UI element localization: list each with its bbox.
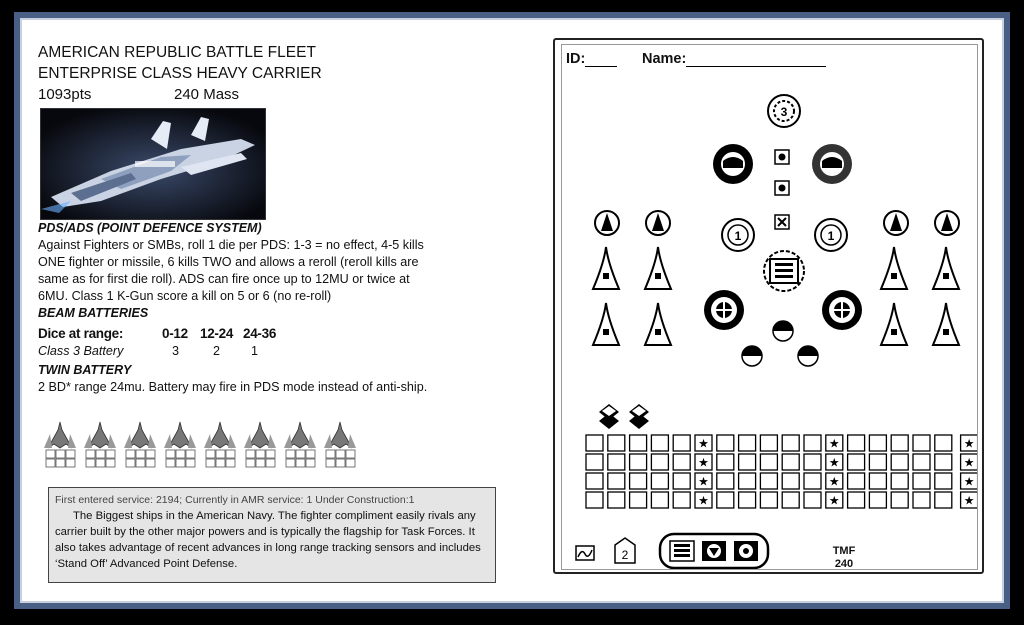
beam-battery-icon[interactable] <box>815 219 847 251</box>
damage-box[interactable] <box>869 435 886 451</box>
fighter-damage-box[interactable] <box>216 450 225 458</box>
damage-box[interactable] <box>782 454 799 470</box>
fighter-damage-box[interactable] <box>146 450 155 458</box>
fighter-damage-box[interactable] <box>256 450 265 458</box>
thrust-icon <box>615 538 635 563</box>
damage-box[interactable] <box>651 435 668 451</box>
launch-bay-icon[interactable] <box>593 303 619 345</box>
damage-box[interactable] <box>913 435 930 451</box>
damage-box[interactable] <box>935 473 952 489</box>
beam-battery-row <box>38 344 358 362</box>
fighter-group-icon[interactable] <box>84 422 116 467</box>
damage-box[interactable] <box>935 492 952 508</box>
tmf-label: TMF <box>832 545 856 557</box>
damage-box[interactable] <box>869 473 886 489</box>
damage-box[interactable] <box>935 454 952 470</box>
id-label: ID: <box>566 51 586 67</box>
fighter-damage-box[interactable] <box>106 450 115 458</box>
launch-bay-icon[interactable] <box>881 247 907 289</box>
damage-box[interactable] <box>651 473 668 489</box>
twin-heading: TWIN BATTERY <box>38 363 132 377</box>
twin-section <box>38 362 493 396</box>
fighter-damage-box[interactable] <box>286 450 295 458</box>
damage-box[interactable] <box>760 454 777 470</box>
damage-box[interactable] <box>782 435 799 451</box>
fighter-damage-box[interactable] <box>86 459 95 467</box>
turret-icon[interactable] <box>812 144 852 184</box>
fighter-damage-box[interactable] <box>226 450 235 458</box>
damage-box[interactable] <box>608 454 625 470</box>
threshold-star-icon: ★ <box>698 436 709 451</box>
launch-bay-icon[interactable] <box>645 303 671 345</box>
ads-square-icon[interactable] <box>775 215 789 229</box>
fighter-damage-box[interactable] <box>56 450 65 458</box>
damage-box[interactable] <box>848 473 865 489</box>
damage-box[interactable] <box>586 454 603 470</box>
fighter-damage-box[interactable] <box>66 459 75 467</box>
damage-box[interactable] <box>913 473 930 489</box>
damage-box[interactable] <box>586 435 603 451</box>
range-3: 24-36 <box>243 326 277 341</box>
beam-header-row <box>38 326 358 344</box>
damage-box[interactable] <box>935 435 952 451</box>
fighter-damage-box[interactable] <box>46 450 55 458</box>
damage-box[interactable] <box>804 492 821 508</box>
damage-box[interactable] <box>673 435 690 451</box>
fighter-damage-box[interactable] <box>326 459 335 467</box>
launch-bay-icon[interactable] <box>645 247 671 289</box>
fighter-damage-box[interactable] <box>246 459 255 467</box>
damage-box[interactable] <box>608 435 625 451</box>
damage-box[interactable] <box>673 473 690 489</box>
fighter-damage-box[interactable] <box>346 459 355 467</box>
damage-box[interactable] <box>804 435 821 451</box>
fighter-group-icon[interactable] <box>244 422 276 467</box>
fighter-damage-box[interactable] <box>296 459 305 467</box>
fighter-damage-box[interactable] <box>136 450 145 458</box>
range-2: 12-24 <box>200 326 234 341</box>
battery-class: 1 <box>734 229 742 243</box>
sensor-icon[interactable] <box>742 346 762 366</box>
fighter-group-icon[interactable] <box>324 422 356 467</box>
threshold-star-icon: ★ <box>698 455 709 470</box>
bay-count: 3 <box>780 105 788 119</box>
pds-line: same as for first die roll). ADS can fire once up to 12MU or twice at <box>38 272 410 286</box>
damage-box[interactable] <box>717 473 734 489</box>
battery-value-3: 1 <box>251 344 259 358</box>
fighter-damage-box[interactable] <box>66 450 75 458</box>
threshold-star-icon: ★ <box>828 493 840 508</box>
damage-box[interactable] <box>804 454 821 470</box>
fighter-launch-icon[interactable] <box>595 211 619 235</box>
fighter-launch-icon[interactable] <box>646 211 670 235</box>
damage-box[interactable] <box>630 473 647 489</box>
damage-box[interactable] <box>717 454 734 470</box>
fighter-launch-icon[interactable] <box>884 211 908 235</box>
fighter-damage-box[interactable] <box>96 450 105 458</box>
damage-box[interactable] <box>608 492 625 508</box>
beam-table <box>38 326 358 362</box>
service-first-line: First entered service: 2194; Currently in AMR service: 1 Under Construction:1 <box>55 494 415 506</box>
fighter-damage-box[interactable] <box>226 459 235 467</box>
damage-box[interactable] <box>739 454 756 470</box>
fighter-damage-box[interactable] <box>326 450 335 458</box>
fighter-damage-box[interactable] <box>306 450 315 458</box>
ship-stats <box>38 86 268 103</box>
fighter-damage-box[interactable] <box>96 459 105 467</box>
threshold-star-icon: ★ <box>963 436 975 451</box>
threshold-star-icon: ★ <box>828 436 840 451</box>
damage-box[interactable] <box>760 473 777 489</box>
fighter-launch-icon[interactable] <box>935 211 959 235</box>
launch-bay-icon[interactable] <box>593 247 619 289</box>
fleet-title: AMERICAN REPUBLIC BATTLE FLEET <box>38 44 316 61</box>
thrust-value: 2 <box>621 548 629 562</box>
threshold-star-icon: ★ <box>828 474 840 489</box>
fighter-damage-box[interactable] <box>166 459 175 467</box>
damage-box[interactable] <box>673 492 690 508</box>
fighter-damage-box[interactable] <box>206 450 215 458</box>
damage-box[interactable] <box>586 492 603 508</box>
damage-box[interactable] <box>586 473 603 489</box>
battery-class: 1 <box>827 229 835 243</box>
threshold-star-icon: ★ <box>963 474 975 489</box>
damage-box[interactable] <box>760 492 777 508</box>
fighter-damage-box[interactable] <box>186 450 195 458</box>
damage-box[interactable] <box>630 435 647 451</box>
damage-box[interactable] <box>869 492 886 508</box>
damage-box[interactable] <box>739 492 756 508</box>
fighter-group-icon[interactable] <box>44 422 76 467</box>
fighter-group-icon[interactable] <box>124 422 156 467</box>
twin-text: 2 BD* range 24mu. Battery may fire in PDS mode instead of anti-ship. <box>38 380 428 394</box>
launch-bay-icon[interactable] <box>933 247 959 289</box>
fighter-damage-box[interactable] <box>336 450 345 458</box>
fighter-damage-box[interactable] <box>256 459 265 467</box>
fighter-damage-box[interactable] <box>246 450 255 458</box>
pds-heading: PDS/ADS (POINT DEFENCE SYSTEM) <box>38 221 262 235</box>
damage-box[interactable] <box>913 454 930 470</box>
fighter-damage-box[interactable] <box>336 459 345 467</box>
range-1: 0-12 <box>162 326 188 341</box>
threshold-star-icon: ★ <box>963 455 975 470</box>
damage-track-grid <box>586 435 977 508</box>
twin-battery-icon[interactable] <box>704 290 744 330</box>
fighter-damage-box[interactable] <box>176 450 185 458</box>
damage-box[interactable] <box>891 492 908 508</box>
fighter-damage-box[interactable] <box>136 459 145 467</box>
pds-square-icon[interactable] <box>775 150 789 164</box>
fighter-damage-box[interactable] <box>216 459 225 467</box>
tmf-value: 240 <box>834 558 854 570</box>
damage-box[interactable] <box>848 435 865 451</box>
battery-value-1: 3 <box>172 344 180 358</box>
fighter-damage-box[interactable] <box>346 450 355 458</box>
fighter-damage-box[interactable] <box>176 459 185 467</box>
tmf-block <box>828 545 860 571</box>
pds-line: ONE fighter or missile, 6 kills TWO and allows a reroll (reroll kills are <box>38 255 419 269</box>
core-systems-panel <box>660 534 768 568</box>
fighter-groups <box>40 420 370 470</box>
damage-box[interactable] <box>630 454 647 470</box>
service-description: The Biggest ships in the American Navy. The fighter compliment easily rivals any carrier built by the other major powers and is typically the flagship for Task Forces. It also takes advantage of recent advances in long range tracking sensors and includes ‘Stand Off’ Advanced Point Defense. <box>55 510 481 570</box>
damage-box[interactable] <box>891 473 908 489</box>
fighter-group-icon[interactable] <box>204 422 236 467</box>
damage-box[interactable] <box>848 454 865 470</box>
damage-box[interactable] <box>869 454 886 470</box>
ship-title-block <box>38 42 322 84</box>
damage-box[interactable] <box>782 473 799 489</box>
stealth-icon <box>576 546 594 560</box>
fighter-damage-box[interactable] <box>106 459 115 467</box>
ship-system-display <box>553 38 984 574</box>
sensor-icon[interactable] <box>798 346 818 366</box>
drive-icon[interactable] <box>599 404 619 429</box>
battery-value-2: 2 <box>213 344 221 358</box>
threshold-star-icon: ★ <box>698 493 709 508</box>
name-label: Name: <box>642 51 687 67</box>
damage-box[interactable] <box>651 454 668 470</box>
core-systems-icon[interactable] <box>764 251 804 291</box>
damage-box[interactable] <box>608 473 625 489</box>
sensor-icon[interactable] <box>773 321 793 341</box>
fighter-damage-box[interactable] <box>86 450 95 458</box>
fighter-damage-box[interactable] <box>186 459 195 467</box>
fighter-damage-box[interactable] <box>126 450 135 458</box>
threshold-star-icon: ★ <box>963 493 975 508</box>
fighter-damage-box[interactable] <box>296 450 305 458</box>
service-history-box <box>48 487 496 583</box>
beam-battery-icon[interactable] <box>722 219 754 251</box>
damage-box[interactable] <box>739 473 756 489</box>
ssd-inner-border <box>561 44 978 570</box>
damage-box[interactable] <box>891 454 908 470</box>
drive-icon[interactable] <box>629 404 649 429</box>
ship-image <box>40 108 266 220</box>
twin-battery-icon[interactable] <box>822 290 862 330</box>
threshold-star-icon: ★ <box>828 455 840 470</box>
damage-box[interactable] <box>760 435 777 451</box>
pds-section <box>38 220 493 322</box>
launch-bay-icon[interactable] <box>933 303 959 345</box>
pds-line: Against Fighters or SMBs, roll 1 die per PDS: 1-3 = no effect, 4-5 kills <box>38 238 424 252</box>
fighter-damage-box[interactable] <box>56 459 65 467</box>
fighter-damage-box[interactable] <box>266 450 275 458</box>
threshold-star-icon: ★ <box>698 474 709 489</box>
fighter-damage-box[interactable] <box>286 459 295 467</box>
damage-box[interactable] <box>673 454 690 470</box>
fighter-damage-box[interactable] <box>126 459 135 467</box>
damage-box[interactable] <box>804 473 821 489</box>
turret-icon[interactable] <box>713 144 753 184</box>
dice-label: Dice at range: <box>38 326 124 341</box>
fighter-damage-box[interactable] <box>266 459 275 467</box>
fighter-damage-box[interactable] <box>166 450 175 458</box>
fighter-damage-box[interactable] <box>206 459 215 467</box>
damage-box[interactable] <box>913 492 930 508</box>
fighter-bay-icon[interactable] <box>768 95 800 127</box>
damage-box[interactable] <box>891 435 908 451</box>
damage-box[interactable] <box>848 492 865 508</box>
damage-box[interactable] <box>782 492 799 508</box>
damage-box[interactable] <box>739 435 756 451</box>
fighter-damage-box[interactable] <box>146 459 155 467</box>
damage-box[interactable] <box>651 492 668 508</box>
ship-record-sheet <box>28 24 996 597</box>
mass-value: 240 Mass <box>174 86 240 103</box>
points-value: 1093pts <box>38 86 92 103</box>
fighter-group-icon[interactable] <box>164 422 196 467</box>
damage-box[interactable] <box>717 492 734 508</box>
damage-box[interactable] <box>717 435 734 451</box>
damage-box[interactable] <box>630 492 647 508</box>
ship-class-title: ENTERPRISE CLASS HEAVY CARRIER <box>38 65 322 82</box>
pds-square-icon[interactable] <box>775 181 789 195</box>
fighter-group-icon[interactable] <box>284 422 316 467</box>
fighter-damage-box[interactable] <box>306 459 315 467</box>
launch-bay-icon[interactable] <box>881 303 907 345</box>
battery-label: Class 3 Battery <box>38 344 124 358</box>
beam-heading: BEAM BATTERIES <box>38 306 149 320</box>
pds-line: 6MU. Class 1 K-Gun score a kill on 5 or 6 (no re-roll) <box>38 289 332 303</box>
fighter-damage-box[interactable] <box>46 459 55 467</box>
